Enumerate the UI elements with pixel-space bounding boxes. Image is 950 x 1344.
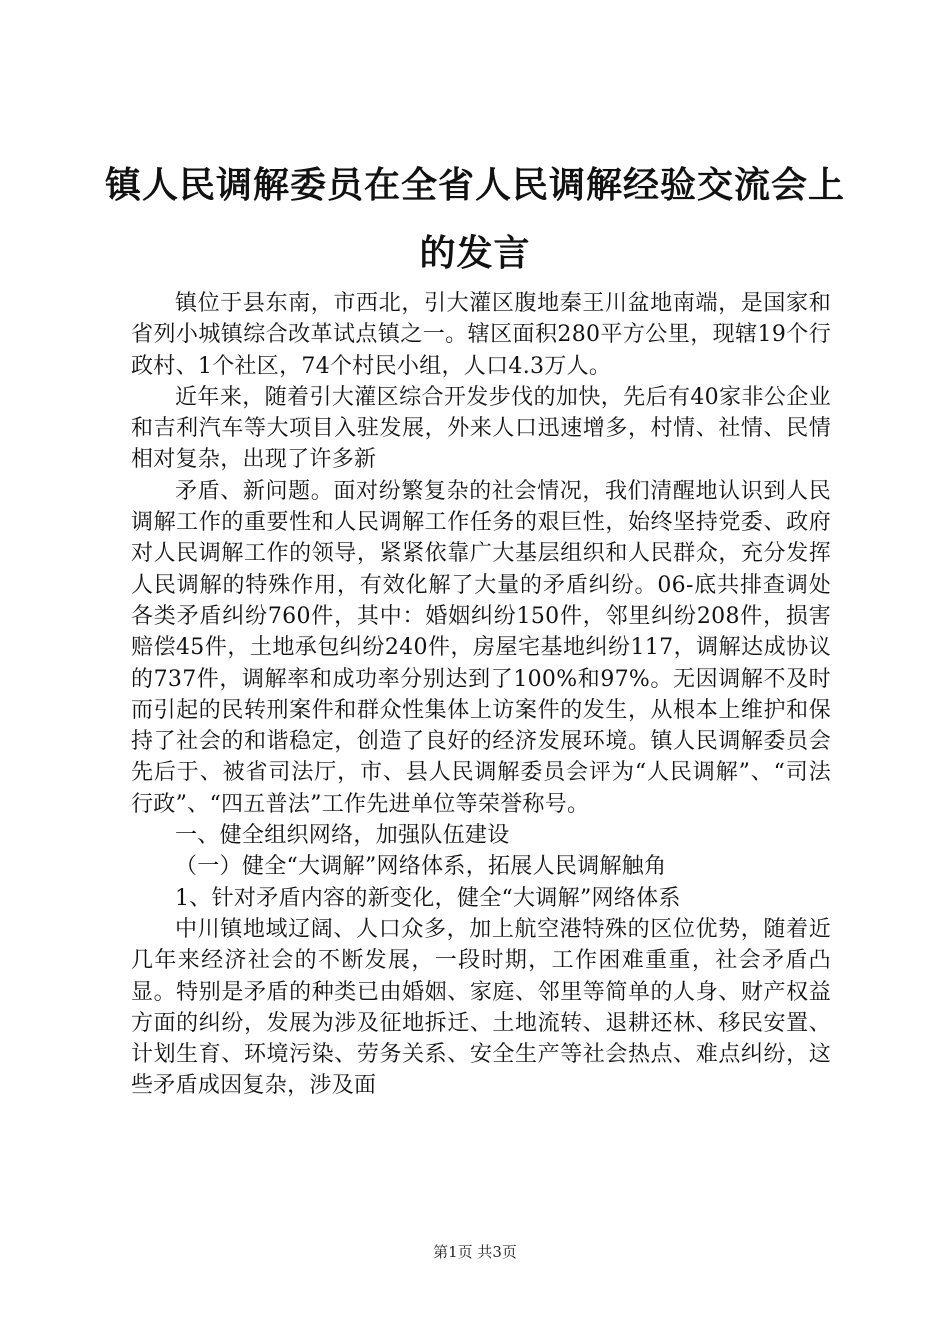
paragraph-intro: 镇位于县东南，市西北，引大灌区腹地秦王川盆地南端，是国家和省列小城镇综合改革试点镇之一。辖区面积280平方公里，现辖19个行政村、1个社区，74个村民小组，人口4.3万人。 — [131, 291, 831, 379]
section-heading-1: 一、健全组织网络，加强队伍建设 — [175, 823, 510, 849]
document-title: 镇人民调解委员在全省人民调解经验交流会上的发言 — [104, 165, 845, 274]
paragraph-zhongchuan: 中川镇地域辽阔、人口众多，加上航空港特殊的区位优势，随着近几年来经济社会的不断发展，一段时期，工作困难重重，社会矛盾凸显。特别是矛盾的种类已由婚姻、家庭、邻里等简单的人身、财产权益方面的纠纷，发展为涉及征地拆迁、土地流转、退耕还林、移民安置、计划生育、环境污染、劳务关系、安全生产等社会热点、难点纠纷，这些矛盾成因复杂，涉及面 — [131, 916, 831, 1099]
document-body — [131, 288, 831, 1102]
item-heading-1: 1、针对矛盾内容的新变化，健全“大调解”网络体系 — [175, 885, 681, 911]
paragraph-achievements: 矛盾、新问题。面对纷繁复杂的社会情况，我们清醒地认识到人民调解工作的重要性和人民调解工作任务的艰巨性，始终坚持党委、政府对人民调解工作的领导，紧紧依靠广大基层组织和人民群众，充分发挥人民调解的特殊作用，有效化解了大量的矛盾纠纷。06-底共排查调处各类矛盾纠纷760件，其中：婚姻纠纷150件，邻里纠纷208件，损害赔偿45件，土地承包纠纷240件，房屋宅基地纠纷117，调解达成协议的737件，调解率和成功率分别达到了100%和97%。无因调解不及时而引起的民转刑案件和群众性集体上访案件的发生，从根本上维护和保持了社会的和谐稳定，创造了良好的经济发展环境。镇人民调解委员会先后于、被省司法厅，市、县人民调解委员会评为“人民调解”、“司法行政”、“四五普法”工作先进单位等荣誉称号。 — [131, 478, 831, 817]
page-footer: 第1页 共3页 — [433, 1243, 517, 1261]
subsection-heading-1: （一）健全“大调解”网络体系，拓展人民调解触角 — [175, 854, 667, 880]
paragraph-background: 近年来，随着引大灌区综合开发步伐的加快，先后有40家非公企业和吉利汽车等大项目入驻发展，外来人口迅速增多，村情、社情、民情相对复杂，出现了许多新 — [131, 384, 831, 473]
